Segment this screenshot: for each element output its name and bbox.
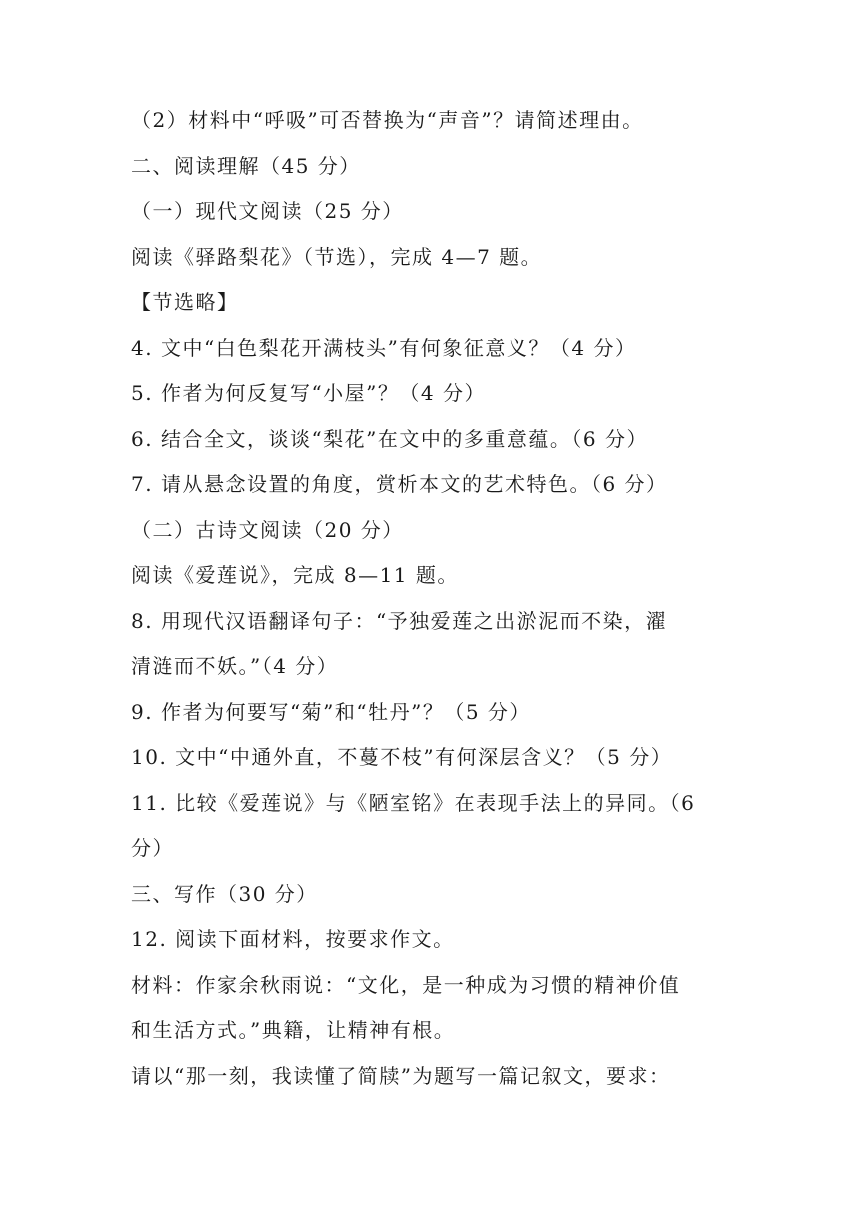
subsection-heading-modern-text: （一）现代文阅读（25 分）: [131, 199, 404, 223]
question-11-line-1: 11. 比较《爱莲说》与《陋室铭》在表现手法上的异同。（6: [131, 790, 696, 815]
subsection-heading-classical-text: （二）古诗文阅读（20 分）: [131, 517, 404, 542]
section-heading-writing: 三、写作（30 分）: [131, 881, 318, 906]
excerpt-omitted-note: 【节选略】: [131, 290, 239, 314]
question-6: 6. 结合全文，谈谈“梨花”在文中的多重意蕴。（6 分）: [131, 426, 648, 451]
material-line-2: 和生活方式。”典籍，让精神有根。: [131, 1018, 456, 1042]
material-line-1: 材料：作家余秋雨说：“文化，是一种成为习惯的精神价值: [131, 972, 681, 997]
question-11-line-2: 分）: [131, 836, 174, 860]
question-8-line-1: 8. 用现代汉语翻译句子：“予独爱莲之出淤泥而不染，濯: [131, 608, 668, 633]
reading-instruction-1: 阅读《驿路梨花》（节选），完成 4—7 题。: [131, 244, 543, 269]
question-7: 7. 请从悬念设置的角度，赏析本文的艺术特色。（6 分）: [131, 472, 668, 496]
document-body: [131, 98, 731, 1099]
question-8-line-2: 清涟而不妖。”（4 分）: [131, 654, 339, 678]
question-12: 12. 阅读下面材料，按要求作文。: [131, 927, 455, 951]
writing-prompt: 请以“那一刻，我读懂了简牍”为题写一篇记叙文，要求：: [131, 1063, 671, 1088]
question-9: 9. 作者为何要写“菊”和“牡丹”？（5 分）: [131, 699, 531, 724]
section-heading-reading: 二、阅读理解（45 分）: [131, 153, 361, 178]
question-3-2: （2）材料中“呼吸”可否替换为“声音”？请简述理由。: [131, 108, 644, 132]
question-10: 10. 文中“中通外直，不蔓不枝”有何深层含义？（5 分）: [131, 745, 673, 769]
question-4: 4. 文中“白色梨花开满枝头”有何象征意义？（4 分）: [131, 335, 637, 360]
question-5: 5. 作者为何反复写“小屋”？（4 分）: [131, 381, 486, 405]
reading-instruction-2: 阅读《爱莲说》，完成 8—11 题。: [131, 563, 459, 587]
